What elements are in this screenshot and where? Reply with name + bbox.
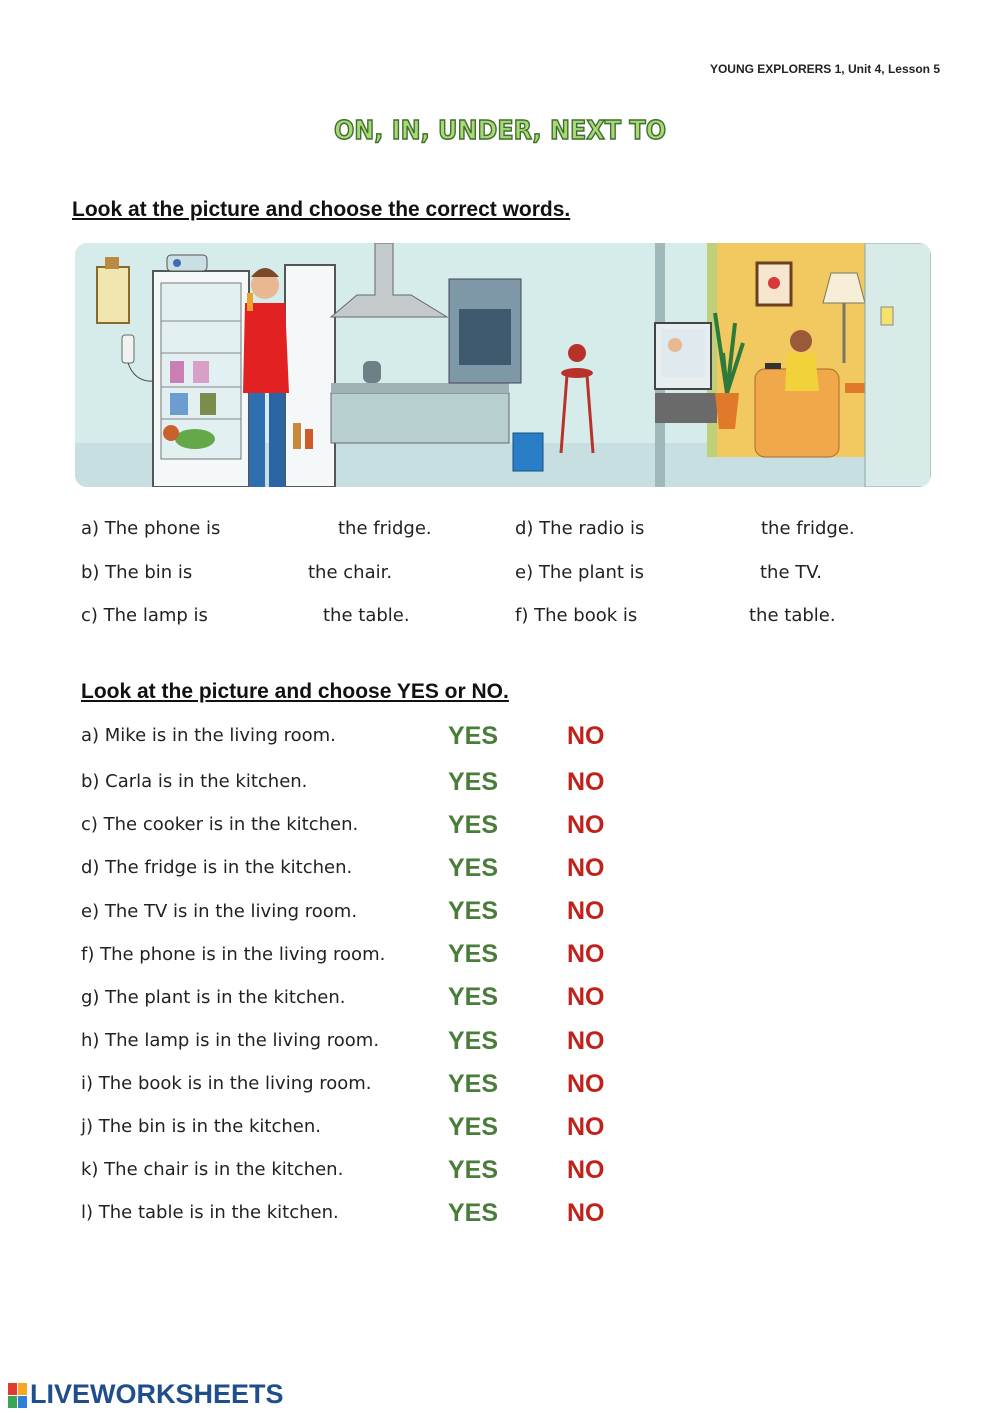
question-f: f) The phone is in the living room. [81,944,386,965]
yes-option-a[interactable]: YES [448,722,499,750]
question-j: j) The bin is in the kitchen. [81,1116,321,1137]
exercise-c-prefix: c) The lamp is [81,605,208,626]
yes-option-l[interactable]: YES [448,1199,499,1227]
no-option-a[interactable]: NO [567,722,605,750]
exercise-f-suffix: the table. [749,605,836,626]
exercise-d-suffix: the fridge. [761,518,855,539]
question-e: e) The TV is in the living room. [81,901,358,922]
header-reference: YOUNG EXPLORERS 1, Unit 4, Lesson 5 [709,62,940,76]
liveworksheets-brand [8,1379,284,1410]
no-option-l[interactable]: NO [567,1199,605,1227]
section1-instruction: Look at the picture and choose the correct words. [72,198,571,221]
no-option-k[interactable]: NO [567,1156,605,1184]
section2-instruction: Look at the picture and choose YES or NO. [81,680,509,703]
page-title: ON, IN, UNDER, NEXT TO [333,116,667,146]
yes-option-h[interactable]: YES [448,1027,499,1055]
exercise-c-suffix: the table. [323,605,410,626]
question-d: d) The fridge is in the kitchen. [81,857,353,878]
no-option-i[interactable]: NO [567,1070,605,1098]
yes-option-d[interactable]: YES [448,854,499,882]
yes-option-k[interactable]: YES [448,1156,499,1184]
liveworksheets-logo-icon [8,1383,28,1409]
question-c: c) The cooker is in the kitchen. [81,814,359,835]
exercise-a-prefix: a) The phone is [81,518,221,539]
yes-option-g[interactable]: YES [448,983,499,1011]
exercise-d-prefix: d) The radio is [515,518,645,539]
question-h: h) The lamp is in the living room. [81,1030,380,1051]
no-option-c[interactable]: NO [567,811,605,839]
no-option-g[interactable]: NO [567,983,605,1011]
question-k: k) The chair is in the kitchen. [81,1159,344,1180]
no-option-b[interactable]: NO [567,768,605,796]
yes-option-b[interactable]: YES [448,768,499,796]
yes-option-j[interactable]: YES [448,1113,499,1141]
question-a: a) Mike is in the living room. [81,725,336,746]
yes-option-i[interactable]: YES [448,1070,499,1098]
exercise-f-prefix: f) The book is [515,605,638,626]
brand-name: LIVEWORKSHEETS [30,1379,284,1409]
yes-option-e[interactable]: YES [448,897,499,925]
question-b: b) Carla is in the kitchen. [81,771,308,792]
question-l: l) The table is in the kitchen. [81,1202,339,1223]
no-option-h[interactable]: NO [567,1027,605,1055]
kitchen-livingroom-illustration [75,243,931,487]
question-i: i) The book is in the living room. [81,1073,372,1094]
no-option-d[interactable]: NO [567,854,605,882]
no-option-f[interactable]: NO [567,940,605,968]
yes-option-c[interactable]: YES [448,811,499,839]
exercise-b-suffix: the chair. [308,562,393,583]
question-g: g) The plant is in the kitchen. [81,987,346,1008]
no-option-j[interactable]: NO [567,1113,605,1141]
no-option-e[interactable]: NO [567,897,605,925]
yes-option-f[interactable]: YES [448,940,499,968]
exercise-a-suffix: the fridge. [338,518,432,539]
exercise-e-suffix: the TV. [760,562,822,583]
exercise-b-prefix: b) The bin is [81,562,193,583]
exercise-e-prefix: e) The plant is [515,562,645,583]
